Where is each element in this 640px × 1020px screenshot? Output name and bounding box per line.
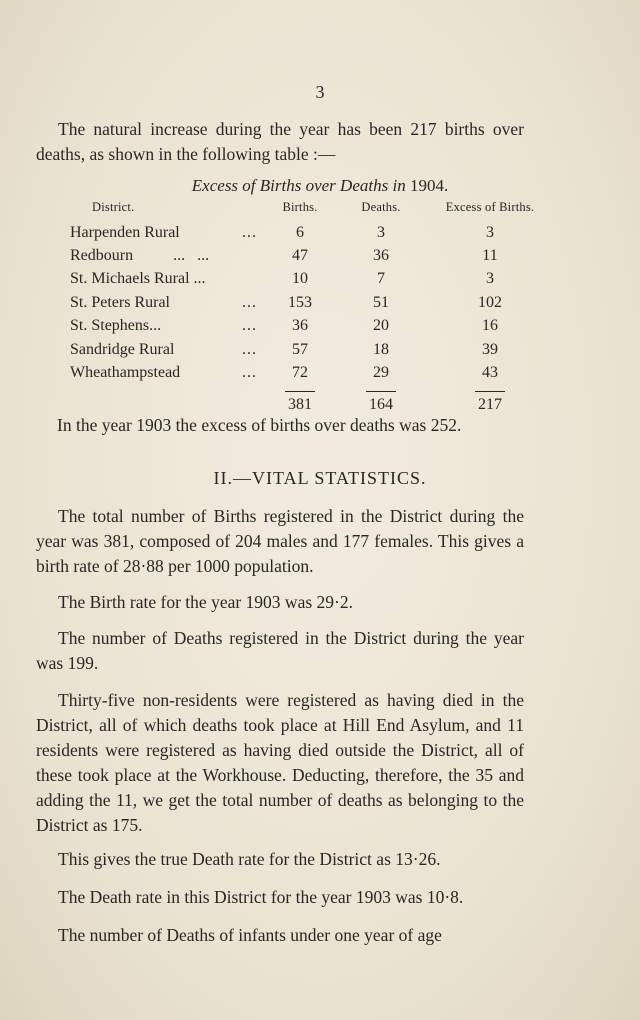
note-1903: In the year 1903 the excess of births over deaths was 252. — [57, 415, 462, 435]
births-cell: 6 — [296, 223, 304, 241]
intro-paragraph: The natural increase during the year has been 217 births over deaths, as shown in the following table :— — [36, 119, 524, 164]
non-residents-paragraph: Thirty-five non-residents were registered as having died in the District, all of which deaths took place at Hill End Asylum, and 11 residents were registered as having died outside the District, all of these took place at the Workhouse. Deducting, therefore, the 35 and adding the 11, we get the total number of deaths as belonging to the District as 175. — [36, 690, 524, 835]
header-births: Births. — [282, 199, 318, 214]
births-cell: 57 — [292, 340, 308, 358]
deaths-cell: 20 — [373, 317, 389, 335]
excess-cell: 39 — [482, 340, 498, 358]
births-cell: 72 — [292, 364, 308, 382]
excess-births-table — [70, 199, 550, 414]
death-rate-1903-paragraph: The Death rate in this District for the year 1903 was 10·8. — [58, 887, 464, 907]
leader-dots: ... — [242, 364, 257, 382]
district-cell: Harpenden Rural — [70, 223, 180, 241]
total-deaths: 164 — [366, 391, 396, 414]
table-row — [70, 361, 550, 384]
table-row — [70, 244, 550, 267]
leader-dots: ... — [242, 293, 257, 311]
district-cell: St. Stephens... — [70, 317, 162, 335]
births-cell: 36 — [292, 317, 308, 335]
total-excess: 217 — [475, 391, 505, 414]
excess-cell: 11 — [482, 247, 498, 265]
district-cell: Redbourn — [70, 247, 134, 265]
deaths-cell: 18 — [373, 340, 389, 358]
leader-dots: ... ... — [173, 247, 210, 265]
deaths-cell: 7 — [377, 270, 385, 288]
section-heading: II.—VITAL STATISTICS. — [213, 468, 427, 488]
district-cell: Wheathampstead — [70, 364, 181, 382]
header-deaths: Deaths. — [361, 199, 401, 214]
deaths-cell: 51 — [373, 293, 389, 311]
district-cell: St. Peters Rural — [70, 293, 170, 311]
excess-cell: 3 — [486, 270, 494, 288]
true-death-rate-paragraph: This gives the true Death rate for the District as 13·26. — [58, 849, 441, 869]
caption-part-3: in — [392, 176, 406, 195]
leader-dots: ... — [242, 223, 257, 241]
page-number: 3 — [315, 82, 325, 102]
table-row — [70, 221, 550, 244]
totals-row — [70, 385, 550, 414]
deaths-paragraph: The number of Deaths registered in the District during the year was 199. — [36, 628, 524, 673]
births-cell: 47 — [292, 247, 308, 265]
leader-dots: ... — [242, 340, 257, 358]
excess-cell: 102 — [478, 293, 502, 311]
header-excess: Excess of Births. — [445, 199, 535, 214]
excess-cell: 16 — [482, 317, 498, 335]
caption-year: 1904. — [409, 176, 449, 195]
caption-part-1: Excess of — [191, 176, 256, 195]
deaths-cell: 36 — [373, 247, 389, 265]
infant-deaths-paragraph: The number of Deaths of infants under one year of age — [58, 925, 442, 945]
district-cell: Sandridge Rural — [70, 340, 175, 358]
births-cell: 10 — [292, 270, 308, 288]
deaths-cell: 29 — [373, 364, 389, 382]
header-district: District. — [92, 199, 135, 214]
table-header-row — [70, 199, 550, 221]
deaths-cell: 3 — [377, 223, 385, 241]
table-caption — [0, 176, 640, 196]
births-cell: 153 — [288, 293, 312, 311]
district-cell: St. Michaels Rural ... — [70, 270, 206, 288]
table-row — [70, 315, 550, 338]
table-row — [70, 268, 550, 291]
birth-rate-1903-paragraph: The Birth rate for the year 1903 was 29·2. — [58, 592, 353, 612]
caption-part-2: Births over Deaths — [259, 176, 389, 195]
table-row — [70, 291, 550, 314]
births-paragraph: The total number of Births registered in the District during the year was 381, composed of 204 males and 177 females. This gives a birth rate of 28·88 per 1000 population. — [36, 506, 524, 576]
total-births: 381 — [285, 391, 315, 414]
leader-dots: ... — [242, 317, 257, 335]
excess-cell: 3 — [486, 223, 494, 241]
table-row — [70, 338, 550, 361]
excess-cell: 43 — [482, 364, 498, 382]
